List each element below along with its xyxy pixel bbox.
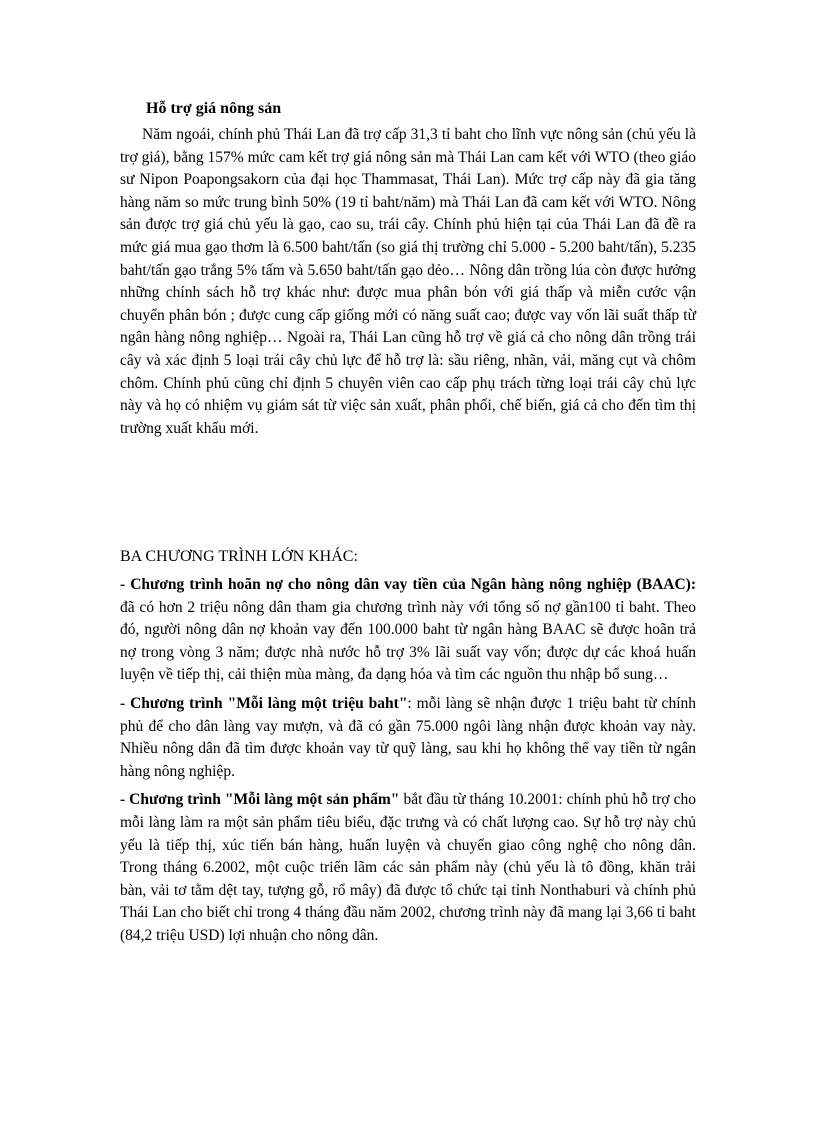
program-text: đã có hơn 2 triệu nông dân tham gia chương trình này với tổng số nợ gần100 tỉ baht. Theo đó, người nông dân nợ khoản vay đến 100.000 baht từ ngân hàng BAAC sẽ được hoãn trả nợ trong vòng 3 năm; được nhà nước hỗ trợ 3% lãi suất vay vốn; được dự các khoá huấn luyện về tiếp thị, cải thiện mùa màng, đa dạng hóa và tìm các nguồn thu nhập bổ sung… bbox=[120, 598, 696, 684]
section-heading: Hỗ trợ giá nông sản bbox=[146, 100, 282, 117]
program-item bbox=[120, 574, 696, 687]
program-title: - Chương trình hoãn nợ cho nông dân vay tiền của Ngân hàng nông nghiệp (BAAC): bbox=[120, 576, 696, 593]
program-title: - Chương trình "Mỗi làng một sản phẩm" bbox=[120, 791, 400, 809]
body-paragraph: Năm ngoái, chính phủ Thái Lan đã trợ cấp 31,3 tỉ baht cho lĩnh vực nông sản (chủ yếu là trợ giá), bằng 157% mức cam kết trợ giá nông sản mà Thái Lan cam kết với WTO (theo giáo sư Nipon Poapongsakorn của đại học Thammasat, Thái Lan). Mức trợ cấp này đã gia tăng hàng năm so mức trung bình 50% (19 tỉ baht/năm) mà Thái Lan đã cam kết với WTO. Nông sản được trợ giá chủ yếu là gạo, cao su, trái cây. Chính phủ hiện tại của Thái Lan đã đề ra mức giá mua gạo thơm là 6.500 baht/tấn (so giá thị trường chỉ 5.000 - 5.200 baht/tấn), 5.235 baht/tấn gạo trắng 5% tấm và 5.650 baht/tấn gạo dẻo… Nông dân trồng lúa còn được hưởng những chính sách hỗ trợ khác như: được mua phân bón với giá thấp và miễn cước vận chuyển phân bón ; được cung cấp giống mới có năng suất cao; được vay vốn lãi suất thấp từ ngân hàng nông nghiệp… Ngoài ra, Thái Lan cũng hỗ trợ về giá cả cho nông dân trồng trái cây và xác định 5 loại trái cây chủ lực để hỗ trợ là: sầu riêng, nhãn, vải, măng cụt và chôm chôm. Chính phủ cũng chỉ định 5 chuyên viên cao cấp phụ trách từng loại trái cây chủ lực này và họ có nhiệm vụ giám sát từ việc sản xuất, phân phối, chế biến, giá cả cho đến tìm thị trường xuất khẩu mới. bbox=[120, 126, 696, 437]
section-other-programs bbox=[120, 546, 696, 954]
program-title: - Chương trình "Mỗi làng một triệu baht" bbox=[120, 694, 408, 712]
program-text: bắt đầu từ tháng 10.2001: chính phủ hỗ trợ cho mỗi làng làm ra một sản phẩm tiêu biểu, đặc trưng và có chất lượng cao. Sự hỗ trợ này chủ yếu là tiếp thị, xúc tiến bán hàng, huấn luyện và chuyển giao công nghệ cho nông dân. Trong tháng 6.2002, một cuộc triển lãm các sản phẩm này (chủ yếu là tô đồng, khăn trải bàn, vải tơ tằm dệt tay, tượng gỗ, rổ mây) đã được tổ chức tại tỉnh Nonthaburi và chính phủ Thái Lan cho biết chỉ trong 4 tháng đầu năm 2002, chương trình này đã mang lại 3,66 tỉ baht (84,2 triệu USD) lợi nhuận cho nông dân. bbox=[120, 791, 696, 944]
program-item bbox=[120, 693, 696, 783]
section-price-support bbox=[120, 98, 696, 440]
section-heading: BA CHƯƠNG TRÌNH LỚN KHÁC: bbox=[120, 548, 358, 565]
program-text: : mỗi làng sẽ nhận được 1 triệu baht từ chính phủ để cho dân làng vay mượn, và đã có gần 75.000 ngôi làng nhận được khoản vay này. Nhiều nông dân đã tìm được khoản vay từ quỹ làng, sau khi họ không thể vay tiền từ ngân hàng nông nghiệp. bbox=[120, 694, 696, 780]
program-item bbox=[120, 789, 696, 947]
